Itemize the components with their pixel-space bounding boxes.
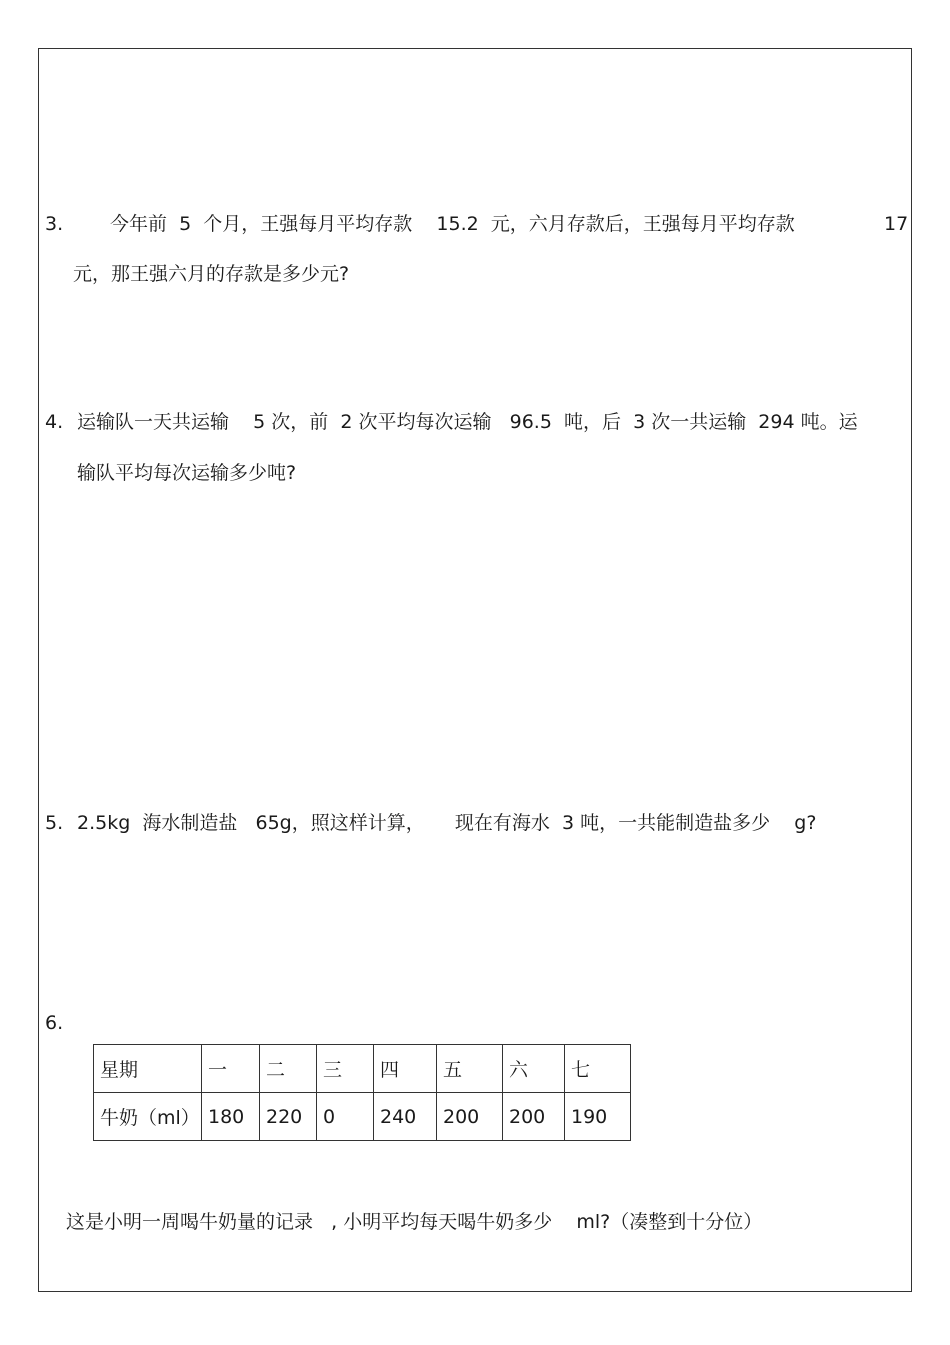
q3-line2: 元，那王强六月的存款是多少元? [73, 263, 350, 285]
table-cell: 0 [317, 1093, 374, 1141]
table-cell: 七 [565, 1045, 631, 1093]
table-cell: 180 [202, 1093, 260, 1141]
table-header-row [94, 1045, 631, 1093]
table-cell: 六 [503, 1045, 565, 1093]
table-cell: 200 [437, 1093, 503, 1141]
q6-text: 这是小明一周喝牛奶量的记录 , 小明平均每天喝牛奶多少 ml?（凑整到十分位） [66, 1211, 763, 1233]
table-cell: 240 [374, 1093, 437, 1141]
table-cell: 200 [503, 1093, 565, 1141]
q3-line1-end: 17 [884, 213, 909, 235]
table-cell: 星期 [94, 1045, 202, 1093]
q3-number: 3. [45, 213, 64, 235]
table-cell: 二 [260, 1045, 317, 1093]
milk-table [93, 1044, 631, 1141]
q3-line1: 今年前 5 个月，王强每月平均存款 15.2 元，六月存款后，王强每月平均存款 [110, 213, 795, 235]
table-cell: 三 [317, 1045, 374, 1093]
q6-number: 6. [45, 1012, 64, 1034]
table-cell: 五 [437, 1045, 503, 1093]
q4-line2: 输队平均每次运输多少吨? [77, 462, 297, 484]
table-cell: 220 [260, 1093, 317, 1141]
q4-number: 4. [45, 411, 64, 433]
table-cell: 一 [202, 1045, 260, 1093]
table-cell: 牛奶（ml） [94, 1093, 202, 1141]
q5-number: 5. [45, 812, 64, 834]
table-cell: 190 [565, 1093, 631, 1141]
table-row [94, 1093, 631, 1141]
table-cell: 四 [374, 1045, 437, 1093]
q4-line1: 运输队一天共运输 5 次，前 2 次平均每次运输 96.5 吨，后 3 次一共运输 294 吨。运 [77, 411, 858, 433]
q5-line1: 2.5kg 海水制造盐 65g，照这样计算， 现在有海水 3 吨，一共能制造盐多少 g? [77, 812, 817, 834]
